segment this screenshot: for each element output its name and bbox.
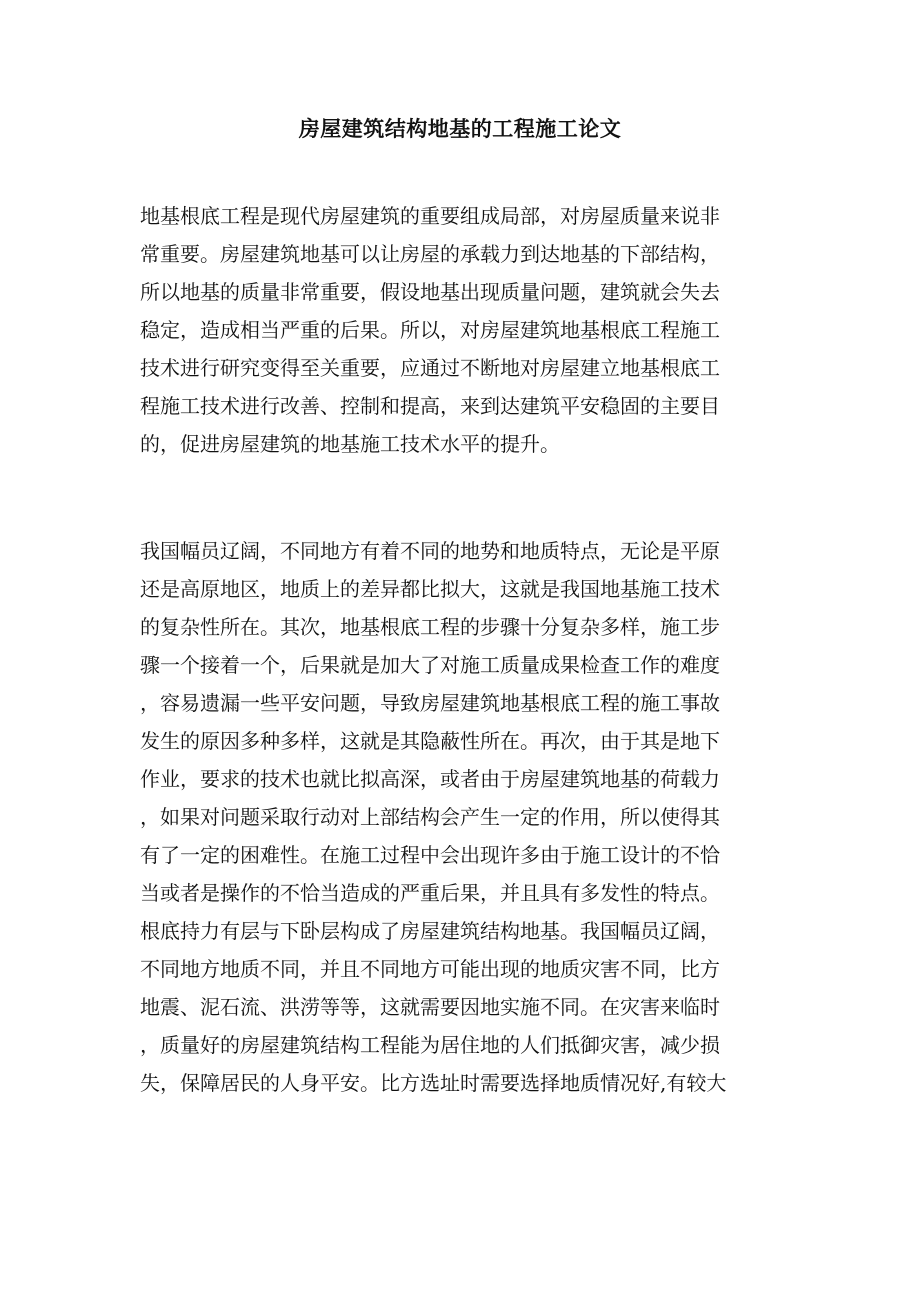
text-line: 发生的原因多种多样，这就是其隐蔽性所在。再次，由于其是地下 (140, 729, 720, 753)
text-line: ，容易遗漏一些平安问题，导致房屋建筑地基根底工程的施工事故 (140, 691, 720, 715)
text-line: 程施工技术进行改善、控制和提高，来到达建筑平安稳固的主要目 (140, 394, 720, 418)
text-line: 当或者是操作的不恰当造成的严重后果，并且具有多发性的特点。 (140, 881, 720, 905)
text-line: 的，促进房屋建筑的地基施工技术水平的提升。 (140, 432, 560, 456)
text-line: ，质量好的房屋建筑结构工程能为居住地的人们抵御灾害，减少损 (140, 1033, 720, 1057)
text-line: 地震、泥石流、洪涝等等，这就需要因地实施不同。在灾害来临时 (140, 995, 720, 1019)
text-line: 失，保障居民的人身平安。比方选址时需要选择地质情况好,有较大 (140, 1071, 727, 1095)
paragraph-1 (140, 197, 780, 463)
text-line: 我国幅员辽阔，不同地方有着不同的地势和地质特点，无论是平原 (140, 539, 720, 563)
text-line: ，如果对问题采取行动对上部结构会产生一定的作用，所以使得其 (140, 805, 720, 829)
text-line: 不同地方地质不同，并且不同地方可能出现的地质灾害不同，比方 (140, 957, 720, 981)
text-line: 根底持力有层与下卧层构成了房屋建筑结构地基。我国幅员辽阔， (140, 919, 720, 943)
text-line: 骤一个接着一个，后果就是加大了对施工质量成果检查工作的难度 (140, 653, 720, 677)
text-line: 稳定，造成相当严重的后果。所以，对房屋建筑地基根底工程施工 (140, 318, 720, 342)
text-line: 有了一定的困难性。在施工过程中会出现许多由于施工设计的不恰 (140, 843, 720, 867)
text-line: 地基根底工程是现代房屋建筑的重要组成局部，对房屋质量来说非 (140, 204, 720, 228)
text-line: 技术进行研究变得至关重要，应通过不断地对房屋建立地基根底工 (140, 356, 720, 380)
document-title: 房屋建筑结构地基的工程施工论文 (298, 116, 622, 141)
paragraph-2 (140, 532, 780, 1102)
text-line: 的复杂性所在。其次，地基根底工程的步骤十分复杂多样，施工步 (140, 615, 720, 639)
text-line: 所以地基的质量非常重要，假设地基出现质量问题，建筑就会失去 (140, 280, 720, 304)
text-line: 作业，要求的技术也就比拟高深，或者由于房屋建筑地基的荷载力 (140, 767, 720, 791)
text-line: 常重要。房屋建筑地基可以让房屋的承载力到达地基的下部结构， (140, 242, 720, 266)
text-line: 还是高原地区，地质上的差异都比拟大，这就是我国地基施工技术 (140, 577, 720, 601)
